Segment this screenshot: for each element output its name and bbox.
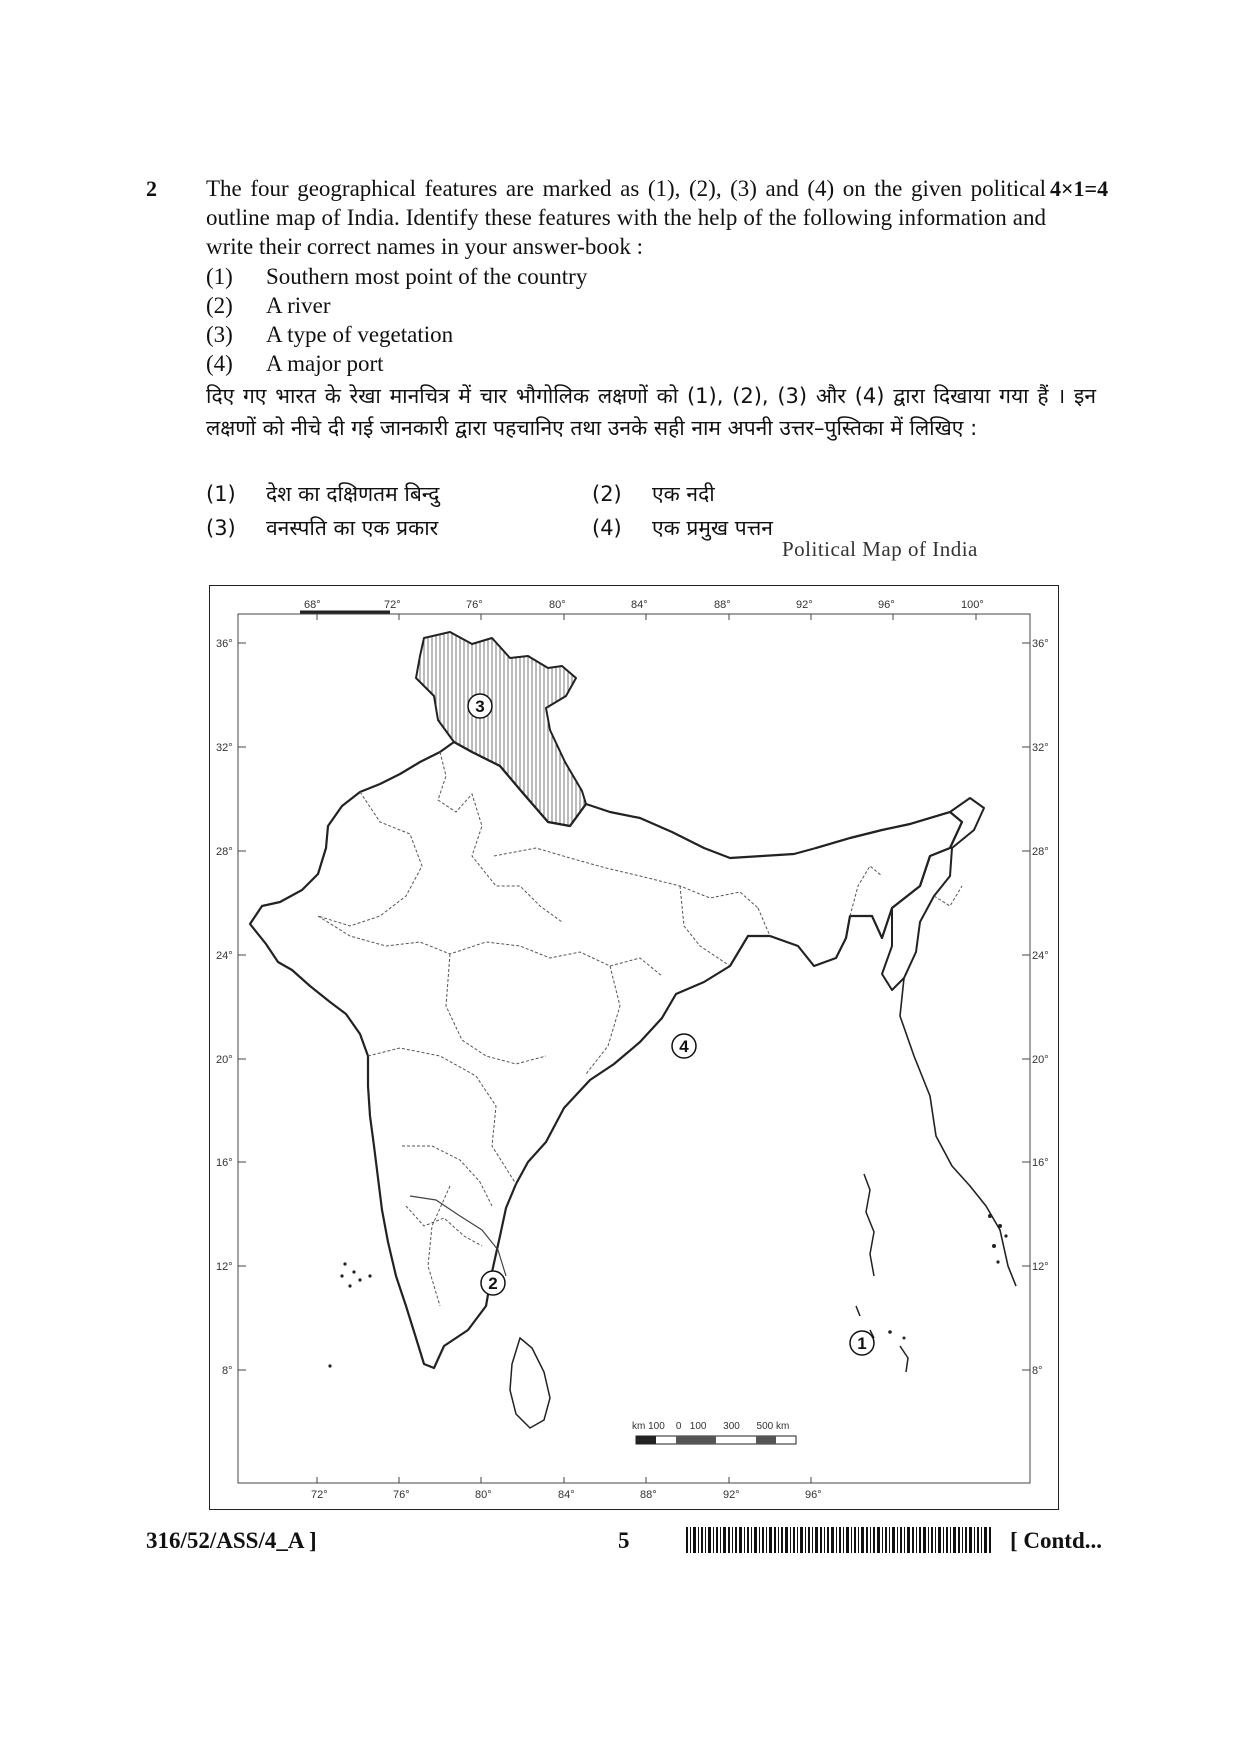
tick-label: 16° xyxy=(1032,1157,1049,1169)
tick-label: 12° xyxy=(1032,1261,1049,1273)
marker-4 xyxy=(672,1034,696,1058)
tick-label: 92° xyxy=(796,599,813,611)
item-text: वनस्पति का एक प्रकार xyxy=(266,516,439,540)
tick-label: 68° xyxy=(304,599,321,611)
river-line xyxy=(410,1196,506,1276)
marker-label: 2 xyxy=(488,1274,498,1293)
item-number: (3) xyxy=(206,516,236,540)
marker-label: 3 xyxy=(475,697,485,716)
marker-2 xyxy=(481,1271,505,1295)
item-number: (1) xyxy=(206,264,233,289)
feature-list-hindi xyxy=(206,477,906,545)
scale-bar xyxy=(632,1421,796,1444)
tick-label: 32° xyxy=(1032,742,1049,754)
tick-label: 88° xyxy=(714,599,731,611)
tick-label: 72° xyxy=(384,599,401,611)
question-number: 2 xyxy=(146,176,157,201)
list-row xyxy=(206,477,906,511)
eastern-coastline xyxy=(900,978,1016,1286)
tick-label: 96° xyxy=(878,599,895,611)
tick-label: 28° xyxy=(216,846,233,858)
marks-allocation: 4×1=4 xyxy=(1050,176,1109,201)
sri-lanka-outline xyxy=(510,1338,550,1428)
lakshadweep-islands xyxy=(328,1262,371,1367)
tick-label: 16° xyxy=(216,1157,233,1169)
list-item xyxy=(206,262,587,291)
tick-label: 92° xyxy=(723,1489,740,1501)
northeast-outline xyxy=(816,798,984,990)
map-title: Political Map of India xyxy=(782,537,978,561)
question-text-hindi: दिए गए भारत के रेखा मानचित्र में चार भौगोलिक लक्षणों को (1), (2), (3) और (4) द्वारा दिखाया गया हैं । इन लक्षणों को नीचे दी गई जानकारी द्वारा पहचानिए तथा उनके सही नाम अपनी उत्तर–पुस्तिका में लिखिए : xyxy=(206,384,1096,440)
list-item xyxy=(206,320,587,349)
item-text: एक प्रमुख पत्तन xyxy=(652,516,773,540)
marker-1 xyxy=(850,1331,874,1355)
item-text: A major port xyxy=(266,351,384,376)
list-item xyxy=(206,291,587,320)
tick-label: 100° xyxy=(961,599,984,611)
tick-label: 36° xyxy=(1032,638,1049,650)
item-number: (4) xyxy=(206,351,233,376)
item-text: एक नदी xyxy=(652,482,715,506)
barcode-graphic xyxy=(686,1527,992,1553)
scale-label: km 100 0 100 300 500 km xyxy=(632,1421,790,1432)
list-item xyxy=(206,349,587,378)
continued-label: [ Contd... xyxy=(1010,1528,1103,1553)
tick-label: 80° xyxy=(475,1489,492,1501)
map-canvas xyxy=(210,586,1060,1511)
tick-label: 84° xyxy=(558,1489,575,1501)
item-number: (2) xyxy=(592,482,622,506)
tick-label: 76° xyxy=(393,1489,410,1501)
tick-label: 24° xyxy=(216,950,233,962)
item-text: Southern most point of the country xyxy=(266,264,588,289)
tick-label: 36° xyxy=(216,638,233,650)
tick-label: 72° xyxy=(311,1489,328,1501)
tick-label: 88° xyxy=(640,1489,657,1501)
question-text-english: The four geographical features are marked as (1), (2), (3) and (4) on the given political outline map of India. Identify these features with the help of the following information and write their correct names in your answer-book : xyxy=(206,176,1046,259)
item-text: A river xyxy=(266,293,331,318)
marker-3 xyxy=(468,694,492,718)
item-number: (2) xyxy=(206,293,233,318)
tick-label: 8° xyxy=(222,1365,233,1377)
tick-label: 24° xyxy=(1032,950,1049,962)
coastal-dots xyxy=(888,1214,1007,1340)
tick-label: 80° xyxy=(549,599,566,611)
left-tick-labels xyxy=(216,638,233,1377)
page-number: 5 xyxy=(618,1528,630,1553)
item-number: (3) xyxy=(206,322,233,347)
right-tick-labels xyxy=(1032,638,1049,1377)
item-text: देश का दक्षिणतम बिन्दु xyxy=(266,482,440,506)
feature-list-english xyxy=(206,262,587,378)
tick-label: 8° xyxy=(1032,1365,1043,1377)
tick-label: 84° xyxy=(631,599,648,611)
marker-label: 4 xyxy=(679,1037,689,1056)
tick-label: 28° xyxy=(1032,846,1049,858)
item-number: (1) xyxy=(206,482,236,506)
top-tick-labels xyxy=(304,599,984,611)
hatched-vegetation-region xyxy=(416,632,586,826)
item-text: A type of vegetation xyxy=(266,322,454,347)
tick-label: 20° xyxy=(216,1054,233,1066)
paper-code: 316/52/ASS/4_A ] xyxy=(146,1528,317,1553)
bottom-tick-labels xyxy=(311,1489,822,1501)
india-outline-map xyxy=(209,585,1059,1510)
tick-label: 32° xyxy=(216,742,233,754)
tick-label: 20° xyxy=(1032,1054,1049,1066)
item-number: (4) xyxy=(592,516,622,540)
tick-label: 12° xyxy=(216,1261,233,1273)
marker-label: 1 xyxy=(857,1334,867,1353)
tick-label: 76° xyxy=(466,599,483,611)
tick-label: 96° xyxy=(805,1489,822,1501)
